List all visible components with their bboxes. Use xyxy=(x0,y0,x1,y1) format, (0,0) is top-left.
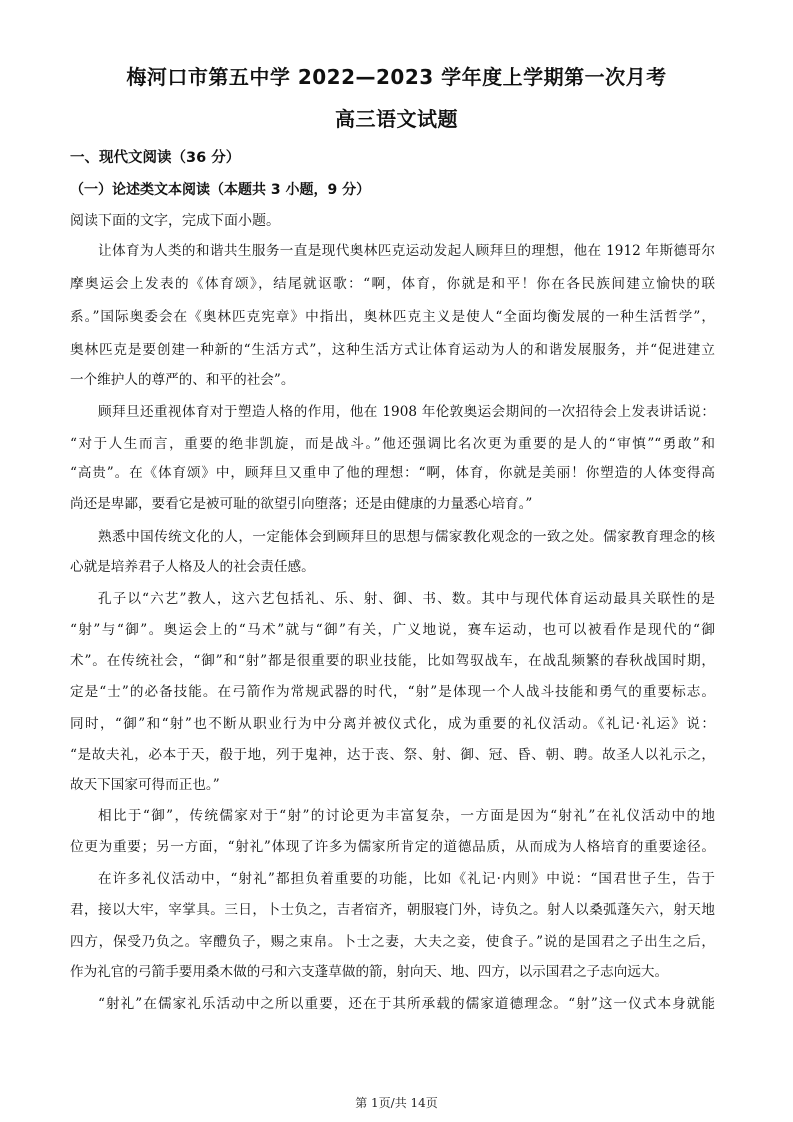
passage-line: 故天下国家可得而正也。” xyxy=(70,777,220,793)
passage-line: 君，接以大牢，宰掌具。三日，卜士负之，吉者宿齐，朝服寝门外，诗负之。射人以桑弧蓬矢六，射天地 xyxy=(70,902,715,918)
passage-line: “射”与“御”。奥运会上的“马术”就与“御”有关，广义地说，赛车运动，也可以被看作是现代的“御 xyxy=(70,622,715,638)
passage-line: 顾拜旦还重视体育对于塑造人格的作用，他在 1908 年伦敦奥运会期间的一次招待会上发表讲话说： xyxy=(98,404,715,420)
passage-line: 四方，保受乃负之。宰醴负子，赐之束帛。卜士之妻，大夫之妾，使食子。”说的是国君之子出生之后， xyxy=(70,934,715,950)
passage-line: “是故夫礼，必本于天，殽于地，列于鬼神，达于丧、祭、射、御、冠、昏、朝、聘。故圣人以礼示之， xyxy=(70,747,715,763)
passage-line: 定是“士”的必备技能。在弓箭作为常规武器的时代，“射”是体现一个人战斗技能和勇气的重要标志。 xyxy=(70,684,715,700)
passage-line: 奥林匹克是要创建一种新的“生活方式”，这种生活方式让体育运动为人的和谐发展服务，并“促进建立 xyxy=(70,342,715,358)
passage-line: 作为礼官的弓箭手要用桑木做的弓和六支蓬草做的箭，射向天、地、四方，以示国君之子志向远大。 xyxy=(70,964,669,980)
passage-line: “高贵”。在《体育颂》中，顾拜旦又重申了他的理想：“啊，体育，你就是美丽！你塑造的人体变得高 xyxy=(70,465,715,481)
passage-line: 摩奥运会上发表的《体育颂》，结尾就讴歌：“啊，体育，你就是和平！你在各民族间建立愉快的联 xyxy=(70,276,715,292)
passage-line: 相比于“御”，传统儒家对于“射”的讨论更为丰富复杂，一方面是因为“射礼”在礼仪活动中的地 xyxy=(98,808,715,824)
page-number: 第 1页/共 14页 xyxy=(355,1096,438,1110)
exam-subtitle: 高三语文试题 xyxy=(335,107,458,131)
passage-line: 一个维护人的尊严的、和平的社会”。 xyxy=(70,372,295,388)
passage-line: 心就是培养君子人格及人的社会责任感。 xyxy=(70,559,315,575)
sub-section-heading: （一）论述类文本阅读（本题共 3 小题，9 分） xyxy=(70,182,371,198)
passage-line: 术”。在传统社会，“御”和“射”都是很重要的职业技能，比如驾驭战车，在战乱频繁的春秋战国时期， xyxy=(70,653,715,669)
passage-line: 在许多礼仪活动中，“射礼”都担负着重要的功能，比如《礼记·内则》中说：“国君世子生，告于 xyxy=(98,871,715,887)
passage-line: 熟悉中国传统文化的人，一定能体会到顾拜旦的思想与儒家教化观念的一致之处。儒家教育理念的核 xyxy=(98,529,715,545)
passage-line: “射礼”在儒家礼乐活动中之所以重要，还在于其所承载的儒家道德理念。“射”这一仪式本身就能 xyxy=(98,996,715,1012)
passage-line: 尚还是卑鄙，要看它是被可耻的欲望引向堕落；还是由健康的力量悉心培育。” xyxy=(70,496,533,512)
passage-line: 孔子以“六艺”教人，这六艺包括礼、乐、射、御、书、数。其中与现代体育运动最具关联性的是 xyxy=(98,591,715,607)
passage-line: 同时，“御”和“射”也不断从职业行为中分离并被仪式化，成为重要的礼仪活动。《礼记·礼运》说： xyxy=(70,716,715,732)
exam-title: 梅河口市第五中学 2022—2023 学年度上学期第一次月考 xyxy=(126,65,667,89)
passage-line: 位更为重要；另一方面，“射礼”体现了许多为儒家所肯定的道德品质，从而成为人格培育的重要途径。 xyxy=(70,839,715,855)
reading-instruction: 阅读下面的文字，完成下面小题。 xyxy=(70,213,280,229)
passage-line: 让体育为人类的和谐共生服务一直是现代奥林匹克运动发起人顾拜旦的理想，他在 1912 年斯德哥尔 xyxy=(98,243,715,259)
passage-line: “对于人生而言，重要的绝非凯旋，而是战斗。”他还强调比名次更为重要的是人的“审慎”“勇敢”和 xyxy=(70,436,715,452)
section-heading: 一、现代文阅读（36 分） xyxy=(70,150,241,166)
passage-line: 系。”国际奥委会在《奥林匹克宪章》中指出，奥林匹克主义是使人“全面均衡发展的一种生活哲学”， xyxy=(70,309,715,325)
